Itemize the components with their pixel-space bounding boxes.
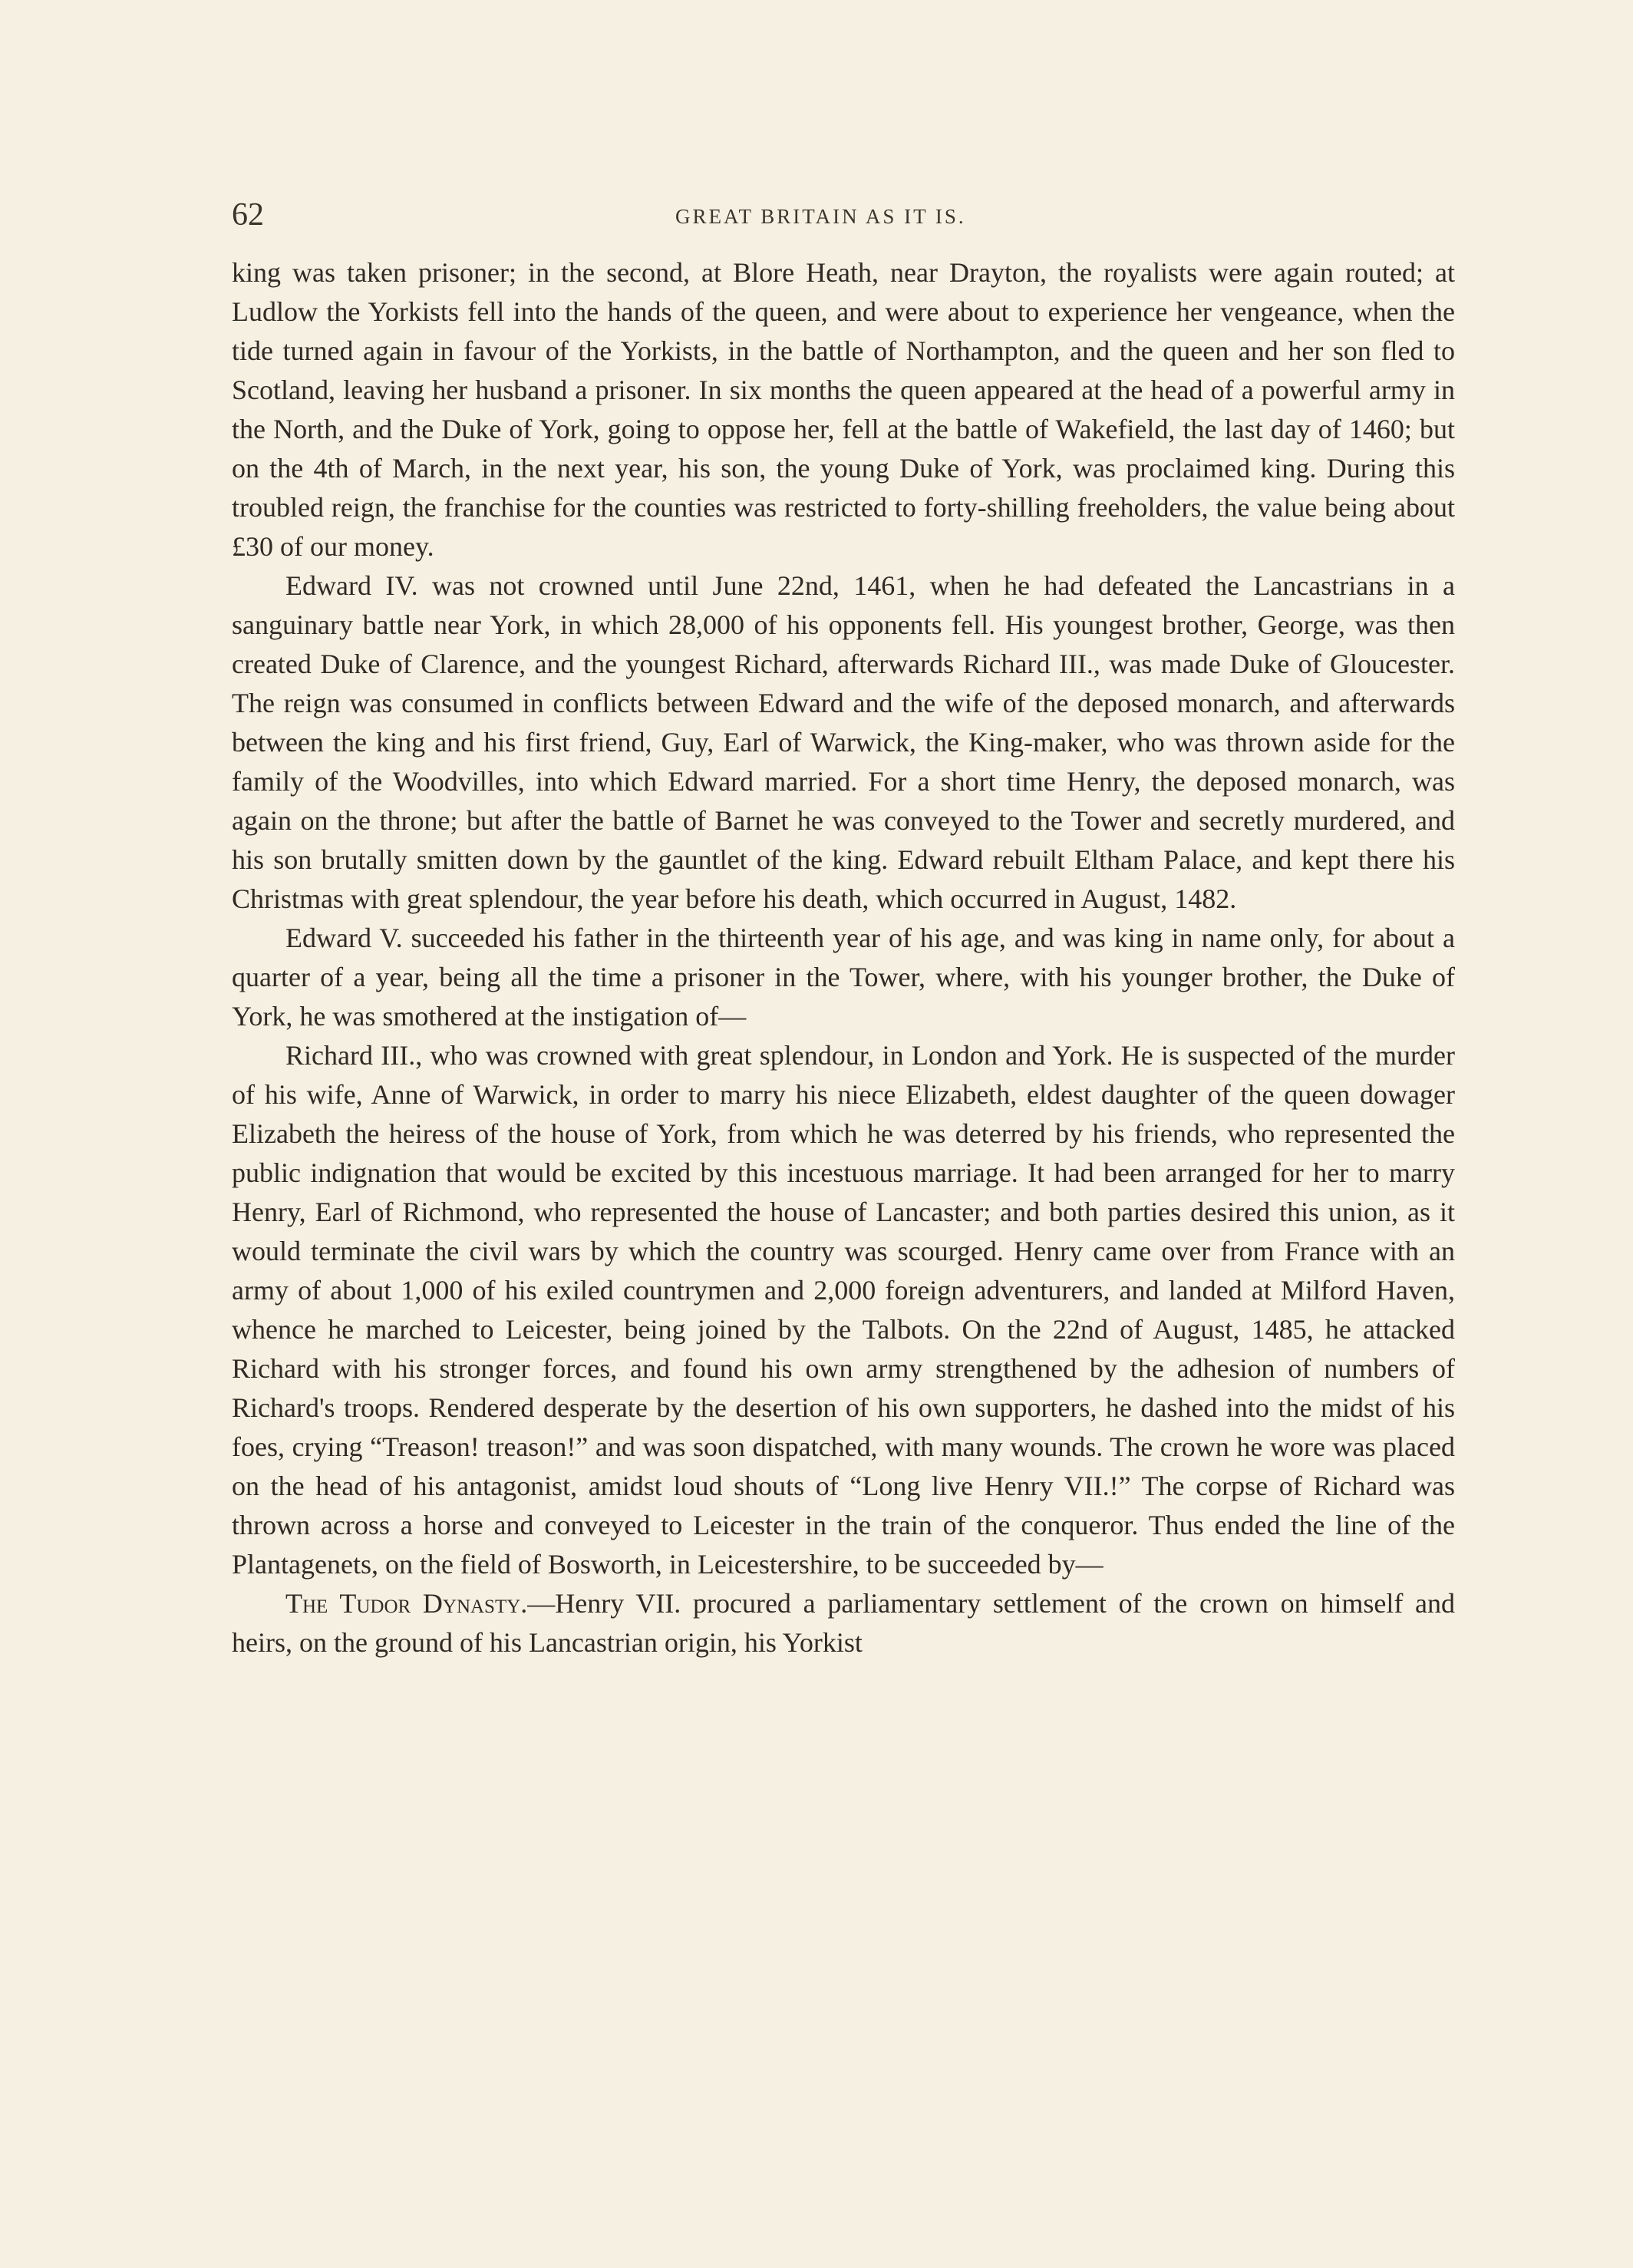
running-title: GREAT BRITAIN AS IT IS. bbox=[675, 205, 966, 228]
paragraph-tudor-text: —Henry VII. procured a parliamentary settlement of the crown on himself and heirs, on the ground of his Lancastrian origin, his Yorkist bbox=[232, 1588, 1455, 1658]
paragraph-edward-v: Edward V. succeeded his father in the thirteenth year of his age, and was king in name only, for about a quarter of a year, being all the time a prisoner in the Tower, where, with his younger brother, the Duke of York, he was smothered at the instigation of— bbox=[232, 923, 1455, 1032]
paragraph-edward-iv: Edward IV. was not crowned until June 22nd, 1461, when he had defeated the Lancastrians in a sanguinary battle near York, in which 28,000 of his opponents fell. His youngest brother, George, was then created Duke of Clarence, and the youngest Richard, afterwards Richard III., was made Duke of Gloucester. The reign was consumed in conflicts between Edward and the wife of the deposed monarch, and afterwards between the king and his first friend, Guy, Earl of Warwick, the King-maker, who was thrown aside for the family of the Woodvilles, into which Edward married. For a short time Henry, the deposed monarch, was again on the throne; but after the battle of Barnet he was conveyed to the Tower and secretly murdered, and his son brutally smitten down by the gauntlet of the king. Edward rebuilt Eltham Palace, and kept there his Christmas with great splendour, the year before his death, which occurred in August, 1482. bbox=[232, 570, 1455, 914]
paragraph-tudor-dynasty bbox=[232, 1584, 1455, 1662]
page-header bbox=[232, 192, 1455, 238]
section-heading-tudor: The Tudor Dynasty. bbox=[285, 1588, 528, 1619]
paragraph-wars-of-roses: king was taken prisoner; in the second, at Blore Heath, near Drayton, the royalists were again routed; at Ludlow the Yorkists fell into the hands of the queen, and were about to experience her vengeance, when the tide turned again in favour of the Yorkists, in the battle of Northampton, and the queen and her son fled to Scotland, leaving her husband a prisoner. In six months the queen appeared at the head of a powerful army in the North, and the Duke of York, going to oppose her, fell at the battle of Wakefield, the last day of 1460; but on the 4th of March, in the next year, his son, the young Duke of York, was proclaimed king. During this troubled reign, the franchise for the counties was restricted to forty-shilling freeholders, the value being about £30 of our money. bbox=[232, 257, 1455, 562]
paragraph-richard-iii: Richard III., who was crowned with great splendour, in London and York. He is suspected of the murder of his wife, Anne of Warwick, in order to marry his niece Elizabeth, eldest daughter of the queen dowager Elizabeth the heiress of the house of York, from which he was deterred by his friends, who represented the public indignation that would be excited by this incestuous marriage. It had been arranged for her to marry Henry, Earl of Richmond, who represented the house of Lancaster; and both parties desired this union, as it would terminate the civil wars by which the country was scourged. Henry came over from France with an army of about 1,000 of his exiled countrymen and 2,000 foreign adventurers, and landed at Milford Haven, whence he marched to Leicester, being joined by the Talbots. On the 22nd of August, 1485, he attacked Richard with his stronger forces, and found his own army strengthened by the adhesion of numbers of Richard's troops. Rendered desperate by the desertion of his own supporters, he dashed into the midst of his foes, crying “Treason! treason!” and was soon dispatched, with many wounds. The crown he wore was placed on the head of his antagonist, amidst loud shouts of “Long live Henry VII.!” The corpse of Richard was thrown across a horse and conveyed to Leicester in the train of the conqueror. Thus ended the line of the Plantagenets, on the field of Bosworth, in Leicestershire, to be succeeded by— bbox=[232, 1040, 1455, 1580]
page-number: 62 bbox=[232, 197, 264, 233]
body-text bbox=[232, 253, 1455, 1662]
